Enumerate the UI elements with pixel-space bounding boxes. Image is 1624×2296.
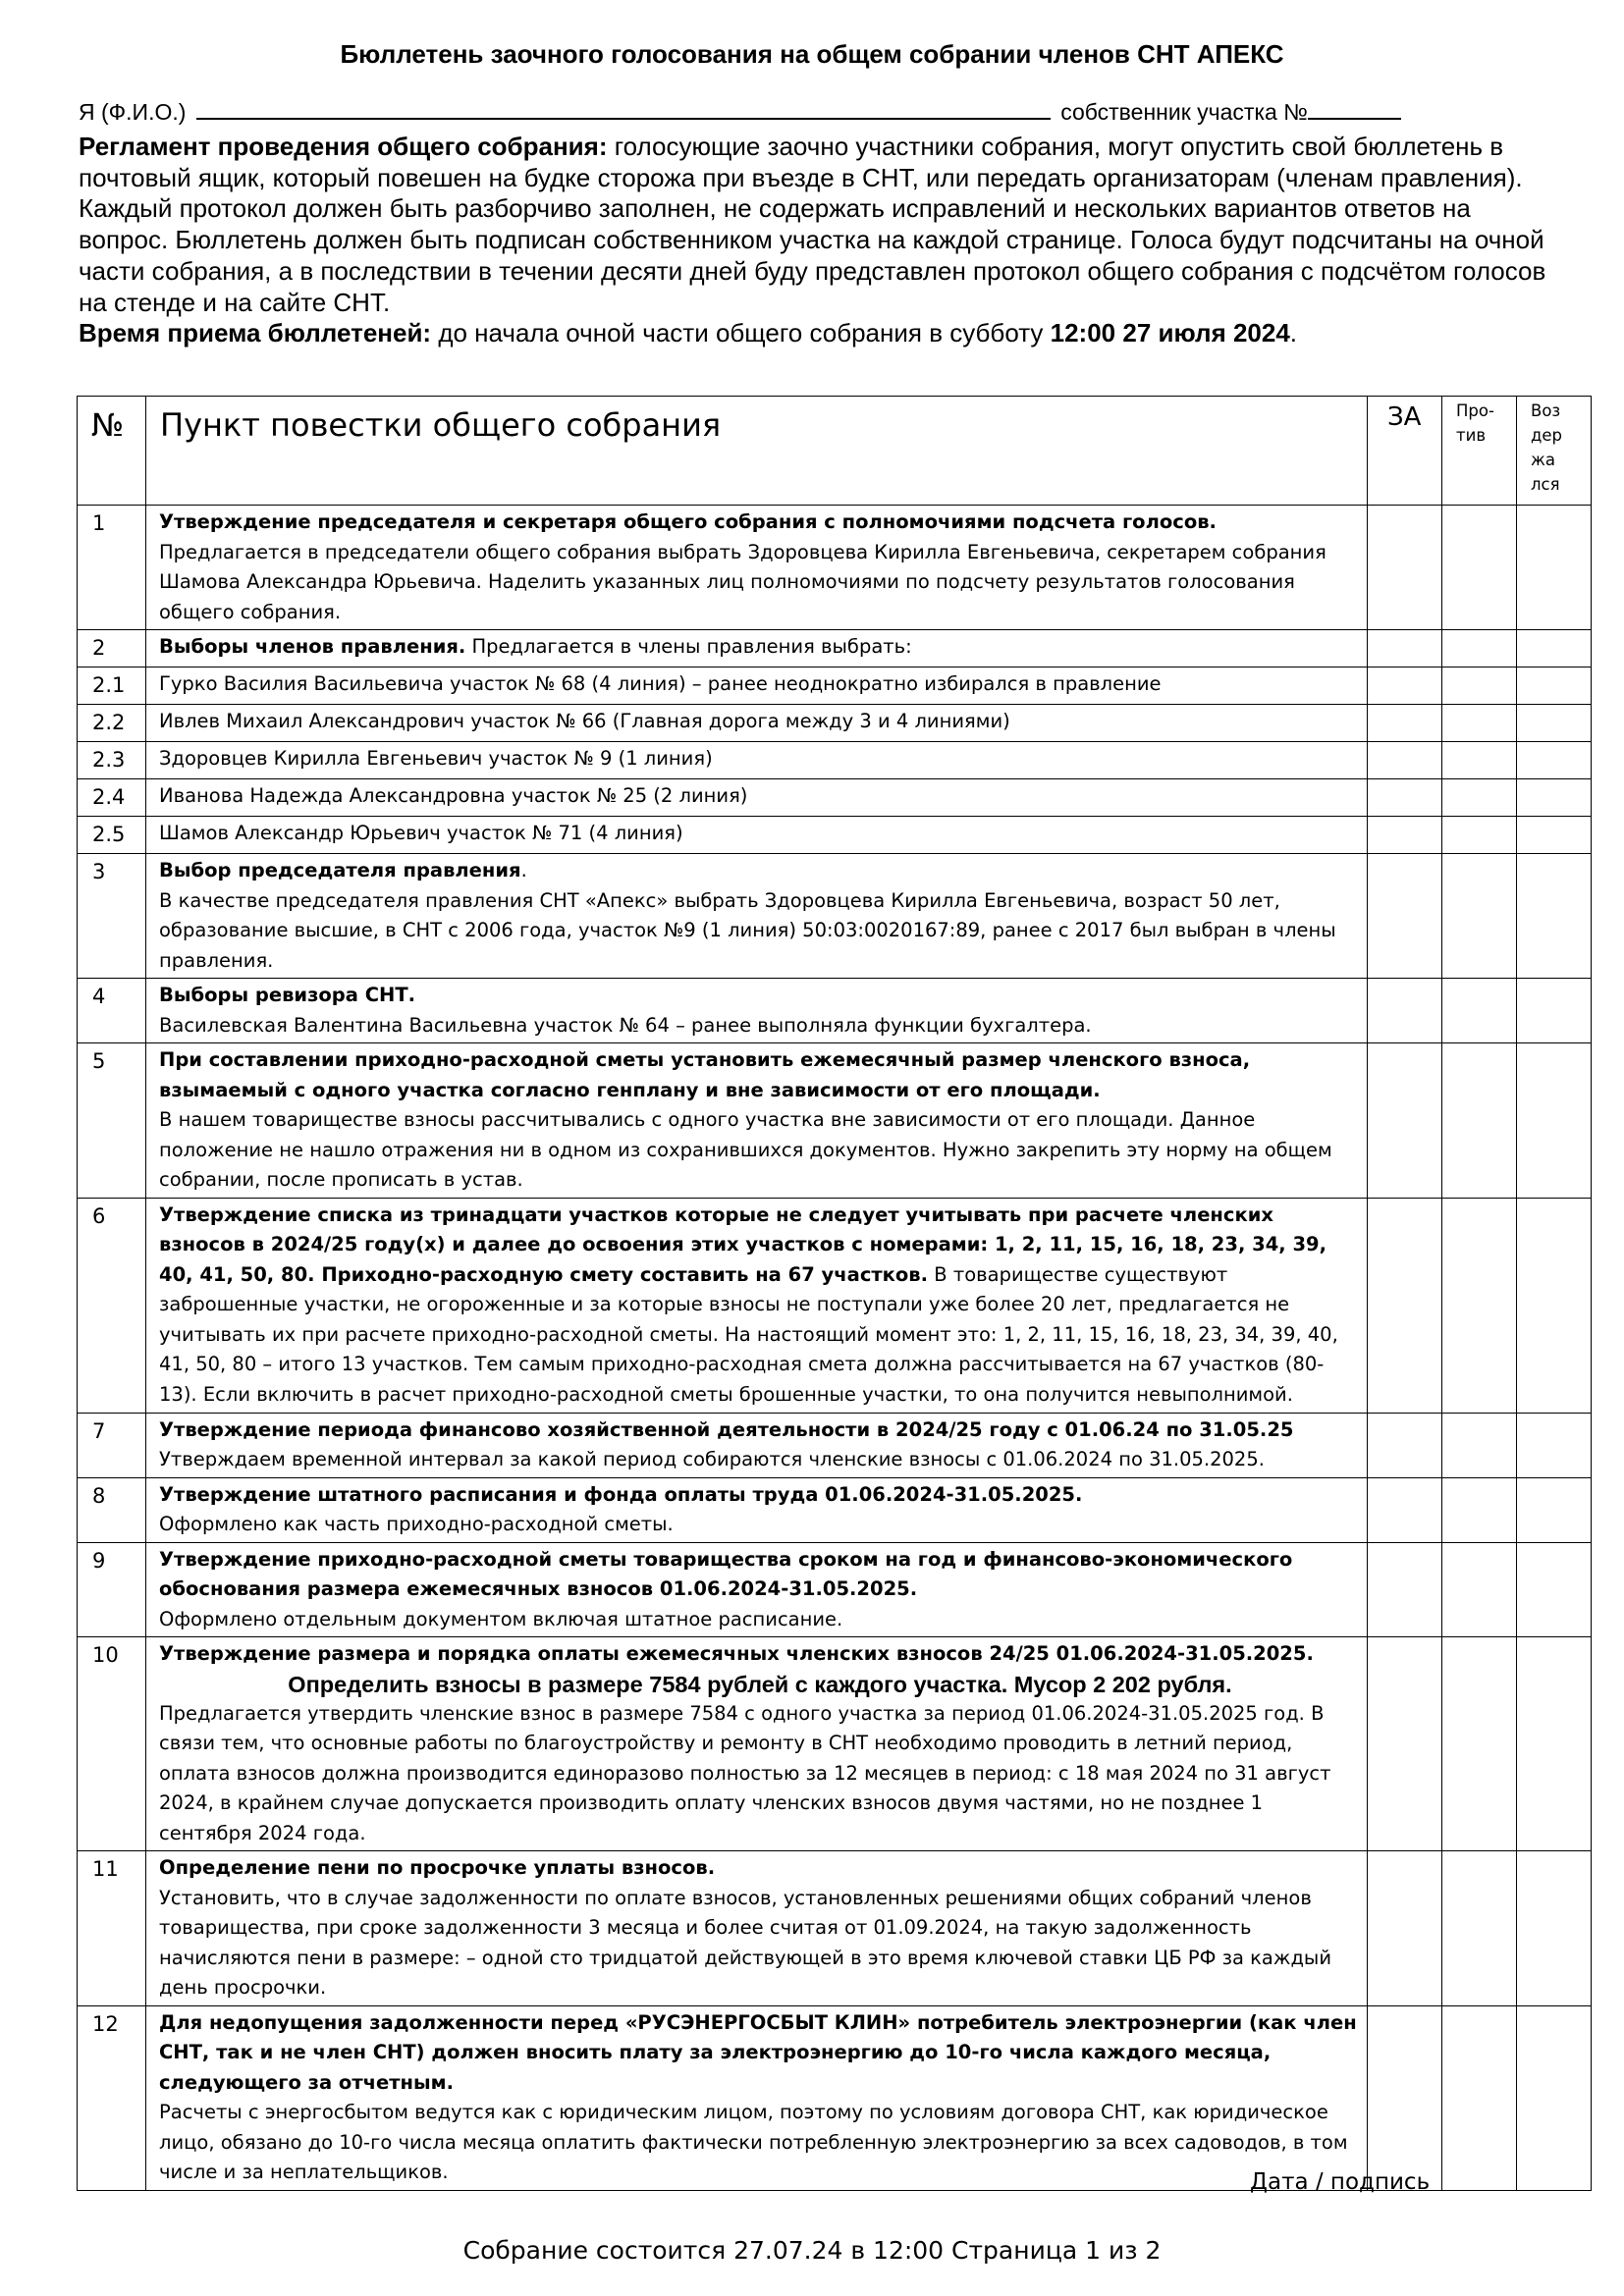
table-row — [78, 506, 1592, 630]
row-number: 2.3 — [78, 742, 146, 779]
table-row — [78, 779, 1592, 817]
row-text: Расчеты с энергосбытом ведутся как с юридическим лицом, поэтому по условиям договора СНТ, как юридическое лицо, обязано до 10-го числа месяца оплатить фактически потребленную электроэнергию за всех садоводов, в том числе и за неплательщиков. — [159, 2101, 1348, 2183]
page-footer: Собрание состоится 27.07.24 в 12:00 Страница 1 из 2 — [462, 2236, 1162, 2265]
header-za: ЗА — [1368, 397, 1442, 506]
vote-protiv-cell[interactable] — [1442, 1413, 1517, 1477]
vote-protiv-cell[interactable] — [1442, 979, 1517, 1043]
fio-input-line[interactable] — [196, 98, 1051, 120]
vote-vozderzhalsya-cell[interactable] — [1517, 1198, 1592, 1413]
vote-protiv-cell[interactable] — [1442, 1851, 1517, 2006]
row-number: 1 — [78, 506, 146, 630]
fio-line — [79, 98, 1401, 126]
fio-label: Я (Ф.И.О.) — [79, 99, 187, 125]
table-row — [78, 817, 1592, 854]
row-text: Предлагается в председатели общего собрания выбрать Здоровцева Кирилла Евгеньевича, секретарем собрания Шамова Александра Юрьевича. Наделить указанных лиц полномочиями по подсчету результатов голосования общего собрания. — [159, 540, 1326, 623]
header-voz-4: лся — [1531, 475, 1560, 494]
row-bold: Определение пени по просрочке уплаты взносов. — [159, 1856, 716, 1879]
vote-protiv-cell[interactable] — [1442, 817, 1517, 854]
vote-protiv-cell[interactable] — [1442, 506, 1517, 630]
vote-za-cell[interactable] — [1368, 979, 1442, 1043]
row-content: Гурко Василия Васильевича участок № 68 (4 линия) – ранее неоднократно избирался в правление — [146, 667, 1368, 705]
row-text: Установить, что в случае задолженности по оплате взносов, установленных решениями общих собраний членов товарищества, при сроке задолженности 3 месяца и более считая от 01.09.2024, на такую задолженность начисляются пени в размере: – одной сто тридцатой действующей в это время ключевой ставки ЦБ РФ за каждый день просрочки. — [159, 1886, 1332, 1999]
row-content — [146, 1043, 1368, 1199]
table-row — [78, 1851, 1592, 2006]
table-row — [78, 2005, 1592, 2190]
header-protiv — [1442, 397, 1517, 506]
row-number: 2.5 — [78, 817, 146, 854]
row-bold: Выбор председателя правления — [159, 859, 521, 881]
table-row — [78, 667, 1592, 705]
ballot-title: Бюллетень заочного голосования на общем собрании членов СНТ АПЕКС — [340, 39, 1284, 69]
row-number: 8 — [78, 1477, 146, 1542]
row-bold: Выборы ревизора СНТ. — [159, 984, 416, 1006]
row-number: 4 — [78, 979, 146, 1043]
vote-za-cell[interactable] — [1368, 817, 1442, 854]
vote-za-cell[interactable] — [1368, 705, 1442, 742]
vote-vozderzhalsya-cell[interactable] — [1517, 854, 1592, 979]
row-number: 11 — [78, 1851, 146, 2006]
row-text: Василевская Валентина Васильевна участок № 64 – ранее выполняла функции бухгалтера. — [159, 1013, 1092, 1037]
header-vozderzhalsya — [1517, 397, 1592, 506]
row-after: В товариществе существуют заброшенные участки, не огороженные и за которые взносы не поступали уже более 20 лет, предлагается не учитывать их при расчете приходно-расходной сметы. На настоящий момент это: 1, 2, 11, 15, 16, 18, 23, 34, 39, 40, 41, 50, 80 – итого 13 участков. Тем самым приходно-расходная смета должна рассчитывается на 67 участков (80-13). Если включить в расчет приходно-расходной сметы брошенные участки, то она получится невыполнимой. — [159, 1262, 1338, 1406]
vote-za-cell[interactable] — [1368, 779, 1442, 817]
row-content — [146, 979, 1368, 1043]
table-row — [78, 979, 1592, 1043]
vote-vozderzhalsya-cell[interactable] — [1517, 705, 1592, 742]
row-bold: Для недопущения задолженности перед «РУСЭНЕРГОСБЫТ КЛИН» потребитель электроэнергии (как член СНТ, так и не член СНТ) должен вносить плату за электроэнергию до 10-го числа каждого месяца, следующего за отчетным. — [159, 2010, 1357, 2094]
vote-vozderzhalsya-cell[interactable] — [1517, 1637, 1592, 1851]
row-bold: Утверждение председателя и секретаря общего собрания с полномочиями подсчета голосов. — [159, 510, 1217, 533]
vote-za-cell[interactable] — [1368, 630, 1442, 667]
vote-vozderzhalsya-cell[interactable] — [1517, 817, 1592, 854]
header-item: Пункт повестки общего собрания — [146, 397, 1368, 506]
row-number: 3 — [78, 854, 146, 979]
vote-vozderzhalsya-cell[interactable] — [1517, 1851, 1592, 2006]
header-voz-1: Воз — [1531, 401, 1561, 420]
header-num: № — [78, 397, 146, 506]
owner-label: собственник участка № — [1060, 99, 1308, 125]
vote-protiv-cell[interactable] — [1442, 742, 1517, 779]
vote-protiv-cell[interactable] — [1442, 1542, 1517, 1637]
row-content — [146, 2005, 1368, 2190]
table-row — [78, 1477, 1592, 1542]
vote-za-cell[interactable] — [1368, 1637, 1442, 1851]
vote-vozderzhalsya-cell[interactable] — [1517, 506, 1592, 630]
vote-vozderzhalsya-cell[interactable] — [1517, 742, 1592, 779]
row-number: 2.4 — [78, 779, 146, 817]
vote-vozderzhalsya-cell[interactable] — [1517, 979, 1592, 1043]
vote-protiv-cell[interactable] — [1442, 667, 1517, 705]
vote-za-cell[interactable] — [1368, 1198, 1442, 1413]
row-content: Шамов Александр Юрьевич участок № 71 (4 линия) — [146, 817, 1368, 854]
row-number: 7 — [78, 1413, 146, 1477]
header-protiv-1: Про- — [1456, 401, 1494, 420]
vote-protiv-cell[interactable] — [1442, 779, 1517, 817]
row-number: 9 — [78, 1542, 146, 1637]
row-after: . — [520, 859, 527, 881]
row-content: Здоровцев Кирилла Евгеньевич участок № 9 (1 линия) — [146, 742, 1368, 779]
vote-vozderzhalsya-cell[interactable] — [1517, 779, 1592, 817]
table-row — [78, 705, 1592, 742]
vote-za-cell[interactable] — [1368, 667, 1442, 705]
vote-vozderzhalsya-cell[interactable] — [1517, 1542, 1592, 1637]
table-row — [78, 854, 1592, 979]
header-protiv-2: тив — [1456, 426, 1487, 445]
time-end: . — [1289, 318, 1298, 347]
row-text: Утверждаем временной интервал за какой период собираются членские взносы с 01.06.2024 по 31.05.2025. — [159, 1448, 1265, 1470]
row-text: В качестве председателя правления СНТ «Апекс» выбрать Здоровцева Кирилла Евгеньевича, возраст 50 лет, образование высшие, в СНТ с 2006 года, участок №9 (1 линия) 50:03:0020167:89, ранее с 2017 был выбран в члены правления. — [159, 888, 1336, 972]
vote-protiv-cell[interactable] — [1442, 2005, 1517, 2190]
vote-protiv-cell[interactable] — [1442, 1043, 1517, 1199]
table-header-row — [78, 397, 1592, 506]
vote-vozderzhalsya-cell[interactable] — [1517, 1477, 1592, 1542]
row-content — [146, 630, 1368, 667]
row-text: Оформлено отдельным документом включая штатное расписание. — [159, 1607, 843, 1630]
row-content — [146, 1413, 1368, 1477]
row-bold: Утверждение штатного расписания и фонда оплаты труда 01.06.2024-31.05.2025. — [159, 1482, 1083, 1506]
row-bold: Утверждение размера и порядка оплаты ежемесячных членских взносов 24/25 01.06.2024-31.05.2025. — [159, 1642, 1314, 1665]
row-bold: Утверждение периода финансово хозяйственной деятельности в 2024/25 году с 01.06.24 по 31.05.25 — [159, 1417, 1294, 1441]
vote-protiv-cell[interactable] — [1442, 1198, 1517, 1413]
row-number: 5 — [78, 1043, 146, 1199]
row-bold: При составлении приходно-расходной сметы установить ежемесячный размер членского взноса, взымаемый с одного участка согласно генплану и вне зависимости от его площади. — [159, 1048, 1251, 1101]
row-text: Оформлено как часть приходно-расходной сметы. — [159, 1513, 674, 1535]
row-number: 2.1 — [78, 667, 146, 705]
row-content — [146, 1198, 1368, 1413]
time-text: до начала очной части общего собрания в субботу — [438, 318, 1044, 347]
acceptance-time — [79, 318, 1297, 348]
row-highlight: Определить взносы в размере 7584 рублей с каждого участка. Мусор 2 202 рубля. — [288, 1671, 1232, 1697]
regulation-text: голосующие заочно участники собрания, могут опустить свой бюллетень в почтовый ящик, который повешен на будке сторожа при въезде в СНТ, или передать организаторам (членам правления). Каждый протокол должен быть разборчиво заполнен, не содержать исправлений и нескольких вариантов ответов на вопрос. Бюллетень должен быть подписан собственником участка на каждой странице. Голоса будут подсчитаны на очной части собрания, а в последствии в течении десяти дней буду представлен протокол общего собрания с подсчётом голосов на стенде и на сайте СНТ. — [79, 132, 1546, 317]
header-voz-3: жа — [1531, 451, 1555, 469]
time-value: 12:00 27 июля 2024 — [1050, 318, 1290, 347]
row-bold: Утверждение списка из тринадцати участков которые не следует учитывать при расчете членских взносов в 2024/25 году(х) и далее до освоения этих участков с номерами: 1, 2, 11, 15, 16, 18, 23, 34, 39, 40, 41, 50, 80. Приходно-расходную смету составить на 67 участков. — [159, 1202, 1327, 1286]
vote-za-cell[interactable] — [1368, 2005, 1442, 2190]
row-content — [146, 1477, 1368, 1542]
table-row — [78, 630, 1592, 667]
date-signature-label: Дата / подпись — [1250, 2169, 1431, 2195]
table-row — [78, 1542, 1592, 1637]
row-content: Ивлев Михаил Александрович участок № 66 (Главная дорога между 3 и 4 линиями) — [146, 705, 1368, 742]
vote-vozderzhalsya-cell[interactable] — [1517, 1413, 1592, 1477]
vote-vozderzhalsya-cell[interactable] — [1517, 630, 1592, 667]
vote-za-cell[interactable] — [1368, 1477, 1442, 1542]
vote-za-cell[interactable] — [1368, 1542, 1442, 1637]
vote-vozderzhalsya-cell[interactable] — [1517, 1043, 1592, 1199]
time-label: Время приема бюллетеней: — [79, 318, 432, 347]
header-voz-2: дер — [1531, 426, 1563, 445]
table-row — [78, 742, 1592, 779]
row-bold: Утверждение приходно-расходной сметы товарищества сроком на год и финансово-экономического обоснования размера ежемесячных взносов 01.06.2024-31.05.2025. — [159, 1547, 1293, 1600]
vote-za-cell[interactable] — [1368, 854, 1442, 979]
row-text: Предлагается утвердить членские взнос в размере 7584 с одного участка за период 01.06.2024-31.05.2025 год. В связи тем, что основные работы по благоустройству и ремонту в СНТ необходимо проводить в летний период, оплата взносов должна производится единоразово полностью за 12 месяцев в период: с 18 мая 2024 по 31 август 2024, в крайнем случае допускается производить оплату членских взносов двумя частями, но не позднее 1 сентября 2024 года. — [159, 1701, 1331, 1844]
vote-protiv-cell[interactable] — [1442, 1477, 1517, 1542]
vote-protiv-cell[interactable] — [1442, 630, 1517, 667]
row-content — [146, 1637, 1368, 1851]
vote-protiv-cell[interactable] — [1442, 854, 1517, 979]
vote-za-cell[interactable] — [1368, 1413, 1442, 1477]
vote-vozderzhalsya-cell[interactable] — [1517, 2005, 1592, 2190]
regulation-label: Регламент проведения общего собрания: — [79, 132, 608, 161]
row-bold: Выборы членов правления. — [159, 635, 466, 658]
row-content — [146, 854, 1368, 979]
vote-vozderzhalsya-cell[interactable] — [1517, 667, 1592, 705]
row-number: 10 — [78, 1637, 146, 1851]
row-after: Предлагается в члены правления выбрать: — [465, 635, 912, 658]
table-row — [78, 1637, 1592, 1851]
table-row — [78, 1043, 1592, 1199]
regulation-paragraph — [79, 132, 1551, 318]
plot-number-line[interactable] — [1308, 98, 1401, 120]
agenda-table — [77, 396, 1592, 2191]
vote-protiv-cell[interactable] — [1442, 1637, 1517, 1851]
row-number: 6 — [78, 1198, 146, 1413]
row-content — [146, 506, 1368, 630]
table-row — [78, 1198, 1592, 1413]
row-text: В нашем товариществе взносы рассчитывались с одного участка вне зависимости от его площади. Данное положение не нашло отражения ни в одном из сохранившихся документов. Нужно закрепить эту норму на общем собрании, после прописать в устав. — [159, 1108, 1332, 1191]
vote-za-cell[interactable] — [1368, 1043, 1442, 1199]
table-row — [78, 1413, 1592, 1477]
row-content — [146, 1542, 1368, 1637]
row-number: 2.2 — [78, 705, 146, 742]
vote-protiv-cell[interactable] — [1442, 705, 1517, 742]
row-content — [146, 1851, 1368, 2006]
vote-za-cell[interactable] — [1368, 506, 1442, 630]
row-content: Иванова Надежда Александровна участок № 25 (2 линия) — [146, 779, 1368, 817]
vote-za-cell[interactable] — [1368, 742, 1442, 779]
row-number: 12 — [78, 2005, 146, 2190]
row-number: 2 — [78, 630, 146, 667]
vote-za-cell[interactable] — [1368, 1851, 1442, 2006]
